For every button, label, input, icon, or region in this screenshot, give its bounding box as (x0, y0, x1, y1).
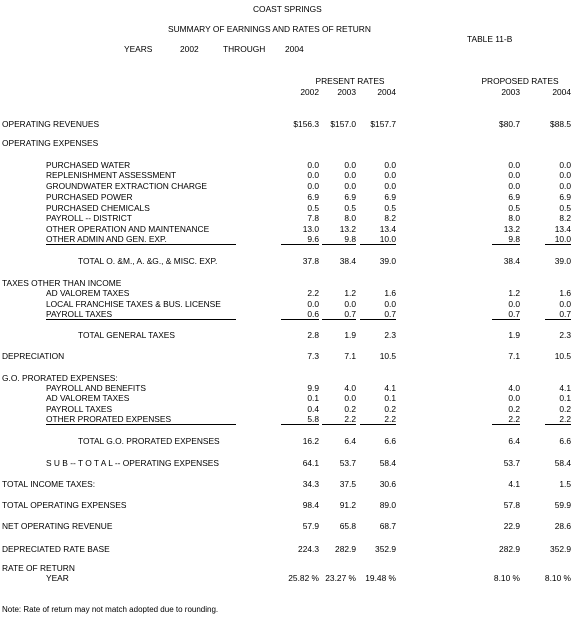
present-value: 25.82 % (288, 573, 319, 583)
proposed-value: 0.2 (559, 404, 571, 414)
present-value: 0.7 (344, 309, 356, 319)
proposed-value: 6.9 (508, 192, 520, 202)
present-value: 37.8 (302, 256, 319, 266)
year-from: 2002 (180, 44, 199, 54)
value-underline (322, 244, 356, 245)
row-label: TOTAL INCOME TAXES: (2, 479, 96, 489)
present-value: 0.4 (307, 404, 319, 414)
row-label: OPERATING REVENUES (2, 119, 100, 129)
present-value: 13.0 (302, 224, 319, 234)
present-value: 30.6 (379, 479, 396, 489)
proposed-value: 6.4 (508, 436, 520, 446)
present-value: 0.2 (344, 404, 356, 414)
report-title: COAST SPRINGS (253, 4, 322, 14)
row-label: DEPRECIATION (2, 351, 65, 361)
row-label: TOTAL OPERATING EXPENSES (2, 500, 127, 510)
present-value: 0.5 (344, 203, 356, 213)
value-underline (360, 244, 396, 245)
proposed-value: 0.0 (559, 170, 571, 180)
present-value: 6.9 (384, 192, 396, 202)
proposed-value: 0.7 (559, 309, 571, 319)
report-subtitle: SUMMARY OF EARNINGS AND RATES OF RETURN (168, 24, 371, 34)
present-value: 91.2 (339, 500, 356, 510)
present-value: 0.0 (384, 181, 396, 191)
present-value: 0.0 (344, 160, 356, 170)
proposed-value: 58.4 (554, 458, 571, 468)
present-value: 65.8 (339, 521, 356, 531)
present-value: 2.3 (384, 330, 396, 340)
proposed-value: 2.2 (508, 414, 520, 424)
value-underline (492, 244, 520, 245)
value-underline (545, 424, 571, 425)
present-value: 224.3 (298, 544, 319, 554)
present-value: 0.5 (307, 203, 319, 213)
row-label: PAYROLL -- DISTRICT (46, 213, 132, 223)
present-value: 2.2 (384, 414, 396, 424)
proposed-value: 59.9 (554, 500, 571, 510)
row-label: OPERATING EXPENSES (2, 138, 99, 148)
present-value: 2.2 (307, 288, 319, 298)
present-value: 2.2 (344, 414, 356, 424)
proposed-value: 10.5 (554, 351, 571, 361)
present-value: 0.2 (384, 404, 396, 414)
proposed-value: 1.6 (559, 288, 571, 298)
row-label: TOTAL G.O. PRORATED EXPENSES (78, 436, 220, 446)
present-value: 0.0 (307, 181, 319, 191)
proposed-value: 0.0 (559, 160, 571, 170)
row-label: PURCHASED CHEMICALS (46, 203, 150, 213)
present-value: 0.1 (384, 393, 396, 403)
proposed-value: 6.9 (559, 192, 571, 202)
present-value: 53.7 (339, 458, 356, 468)
present-value: 0.0 (307, 160, 319, 170)
present-value: $157.7 (370, 119, 396, 129)
present-year-header: 2004 (377, 87, 396, 97)
proposed-rates-label: PROPOSED RATES (481, 76, 559, 86)
proposed-value: 0.7 (508, 309, 520, 319)
present-value: 13.2 (339, 224, 356, 234)
present-value: 0.0 (344, 393, 356, 403)
value-underline (545, 319, 571, 320)
proposed-value: 7.1 (508, 351, 520, 361)
proposed-value: 9.8 (508, 234, 520, 244)
row-label: PAYROLL TAXES (46, 404, 113, 414)
label-underline (46, 319, 236, 320)
present-value: 13.4 (379, 224, 396, 234)
proposed-value: 0.5 (559, 203, 571, 213)
present-value: 0.5 (384, 203, 396, 213)
value-underline (322, 424, 356, 425)
present-value: 89.0 (379, 500, 396, 510)
proposed-value: 0.0 (508, 299, 520, 309)
present-value: 4.0 (344, 383, 356, 393)
present-value: 282.9 (335, 544, 356, 554)
present-year-header: 2002 (300, 87, 319, 97)
present-value: 1.9 (344, 330, 356, 340)
present-value: 34.3 (302, 479, 319, 489)
row-label: REPLENISHMENT ASSESSMENT (46, 170, 177, 180)
proposed-value: 8.10 % (544, 573, 571, 583)
through-label: THROUGH (223, 44, 266, 54)
proposed-value: 22.9 (503, 521, 520, 531)
proposed-value: 0.0 (559, 181, 571, 191)
present-value: 4.1 (384, 383, 396, 393)
proposed-value: 38.4 (503, 256, 520, 266)
proposed-value: $80.7 (499, 119, 520, 129)
proposed-value: 4.0 (508, 383, 520, 393)
present-value: 6.6 (384, 436, 396, 446)
proposed-value: 0.2 (508, 404, 520, 414)
present-value: 58.4 (379, 458, 396, 468)
present-value: $157.0 (330, 119, 356, 129)
present-value: 9.9 (307, 383, 319, 393)
value-underline (492, 319, 520, 320)
present-value: 9.6 (307, 234, 319, 244)
proposed-value: 53.7 (503, 458, 520, 468)
value-underline (281, 424, 319, 425)
year-to: 2004 (285, 44, 304, 54)
present-value: 39.0 (379, 256, 396, 266)
row-label: NET OPERATING REVENUE (2, 521, 113, 531)
proposed-value: 0.5 (508, 203, 520, 213)
footnote: Note: Rate of return may not match adopted due to rounding. (2, 605, 219, 614)
proposed-value: 13.2 (503, 224, 520, 234)
label-underline (46, 244, 236, 245)
present-value: 2.8 (307, 330, 319, 340)
value-underline (492, 424, 520, 425)
proposed-value: 0.0 (508, 181, 520, 191)
proposed-value: 0.1 (559, 393, 571, 403)
proposed-value: 1.9 (508, 330, 520, 340)
present-value: 6.9 (307, 192, 319, 202)
present-value: 9.8 (344, 234, 356, 244)
present-value: $156.3 (293, 119, 319, 129)
row-label: OTHER ADMIN AND GEN. EXP. (46, 234, 167, 244)
present-value: 23.27 % (325, 573, 356, 583)
present-value: 7.1 (344, 351, 356, 361)
row-label: PAYROLL TAXES (46, 309, 113, 319)
value-underline (281, 319, 319, 320)
row-label: PURCHASED POWER (46, 192, 133, 202)
present-value: 0.0 (384, 160, 396, 170)
proposed-value: 1.2 (508, 288, 520, 298)
proposed-value: 8.2 (559, 213, 571, 223)
present-rates-label: PRESENT RATES (315, 76, 385, 86)
row-label: RATE OF RETURN (2, 563, 75, 573)
present-value: 8.2 (384, 213, 396, 223)
present-value: 19.48 % (365, 573, 396, 583)
present-value: 0.6 (307, 309, 319, 319)
years-label: YEARS (124, 44, 153, 54)
proposed-value: 352.9 (550, 544, 571, 554)
row-label: DEPRECIATED RATE BASE (2, 544, 110, 554)
proposed-value: 4.1 (508, 479, 520, 489)
present-value: 5.8 (307, 414, 319, 424)
row-label: LOCAL FRANCHISE TAXES & BUS. LICENSE (46, 299, 221, 309)
proposed-value: 8.10 % (493, 573, 520, 583)
proposed-value: 0.0 (559, 299, 571, 309)
present-value: 38.4 (339, 256, 356, 266)
proposed-value: 2.3 (559, 330, 571, 340)
proposed-value: 57.8 (503, 500, 520, 510)
proposed-value: 8.0 (508, 213, 520, 223)
present-value: 57.9 (302, 521, 319, 531)
proposed-value: 39.0 (554, 256, 571, 266)
row-label: S U B -- T O T A L -- OPERATING EXPENSES (46, 458, 219, 468)
proposed-value: 282.9 (499, 544, 520, 554)
row-label: YEAR (46, 573, 69, 583)
present-value: 1.2 (344, 288, 356, 298)
table-id: TABLE 11-B (467, 34, 513, 44)
present-value: 7.8 (307, 213, 319, 223)
present-value: 10.0 (379, 234, 396, 244)
row-label: TOTAL GENERAL TAXES (78, 330, 175, 340)
present-value: 7.3 (307, 351, 319, 361)
row-label: AD VALOREM TAXES (46, 393, 130, 403)
present-value: 0.0 (344, 170, 356, 180)
present-value: 10.5 (379, 351, 396, 361)
proposed-value: 2.2 (559, 414, 571, 424)
value-underline (360, 319, 396, 320)
proposed-year-header: 2004 (552, 87, 571, 97)
present-value: 6.4 (344, 436, 356, 446)
present-value: 1.6 (384, 288, 396, 298)
present-value: 64.1 (302, 458, 319, 468)
present-year-header: 2003 (337, 87, 356, 97)
row-label: OTHER OPERATION AND MAINTENANCE (46, 224, 210, 234)
present-value: 352.9 (375, 544, 396, 554)
present-value: 0.0 (344, 299, 356, 309)
present-value: 98.4 (302, 500, 319, 510)
row-label: GROUNDWATER EXTRACTION CHARGE (46, 181, 207, 191)
present-value: 16.2 (302, 436, 319, 446)
value-underline (281, 244, 319, 245)
proposed-value: 0.0 (508, 170, 520, 180)
value-underline (545, 244, 571, 245)
proposed-value: 0.0 (508, 160, 520, 170)
row-label: TOTAL O. &M., A. &G., & MISC. EXP. (78, 256, 218, 266)
row-label: PURCHASED WATER (46, 160, 131, 170)
row-label: AD VALOREM TAXES (46, 288, 130, 298)
row-label: TAXES OTHER THAN INCOME (2, 278, 122, 288)
present-value: 0.0 (307, 299, 319, 309)
present-value: 0.1 (307, 393, 319, 403)
value-underline (360, 424, 396, 425)
present-value: 0.0 (384, 299, 396, 309)
proposed-value: 1.5 (559, 479, 571, 489)
proposed-value: 4.1 (559, 383, 571, 393)
value-underline (322, 319, 356, 320)
row-label: PAYROLL AND BENEFITS (46, 383, 146, 393)
present-value: 6.9 (344, 192, 356, 202)
proposed-value: 6.6 (559, 436, 571, 446)
proposed-value: 0.0 (508, 393, 520, 403)
label-underline (46, 424, 236, 425)
proposed-value: 10.0 (554, 234, 571, 244)
present-value: 0.7 (384, 309, 396, 319)
proposed-value: 28.6 (554, 521, 571, 531)
proposed-value: 13.4 (554, 224, 571, 234)
present-value: 0.0 (307, 170, 319, 180)
row-label: OTHER PRORATED EXPENSES (46, 414, 172, 424)
present-value: 0.0 (384, 170, 396, 180)
present-value: 37.5 (339, 479, 356, 489)
proposed-value: $88.5 (550, 119, 571, 129)
present-value: 0.0 (344, 181, 356, 191)
proposed-year-header: 2003 (501, 87, 520, 97)
present-value: 68.7 (379, 521, 396, 531)
present-value: 8.0 (344, 213, 356, 223)
row-label: G.O. PRORATED EXPENSES: (2, 373, 118, 383)
